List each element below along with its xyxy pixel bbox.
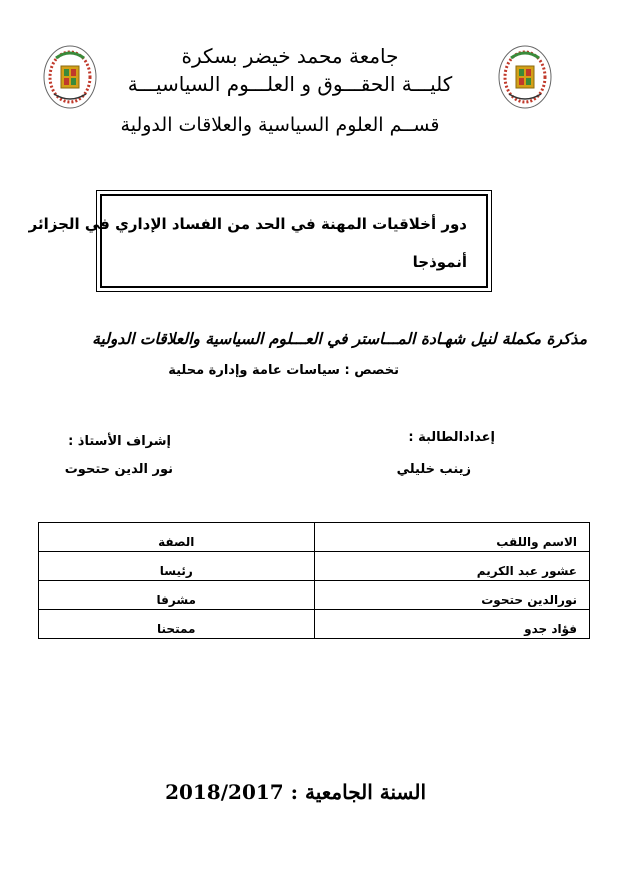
thesis-title-line2: أنموذجا bbox=[412, 253, 467, 271]
table-row bbox=[39, 581, 590, 610]
header-name: الاسم واللقب bbox=[314, 523, 590, 552]
prepared-by-label: إعدادالطالبة : bbox=[408, 430, 495, 445]
jury-role: مشرفا bbox=[39, 581, 315, 610]
university-logo-right bbox=[497, 44, 553, 110]
jury-name: عشور عبد الكريم bbox=[314, 552, 590, 581]
table-row bbox=[39, 552, 590, 581]
table-header-row bbox=[39, 523, 590, 552]
header-role: الصفة bbox=[39, 523, 315, 552]
jury-name: فؤاد جدو bbox=[314, 610, 590, 639]
specialization: تخصص : سياسات عامة وإدارة محلية bbox=[168, 363, 399, 378]
supervisor-name: نور الدين حتحوت bbox=[64, 462, 173, 477]
supervisor-label: إشراف الأستاذ : bbox=[68, 434, 171, 449]
student-name: زينب خليلي bbox=[396, 462, 471, 477]
university-name: جامعة محمد خيضر بسكرة bbox=[181, 44, 399, 68]
thesis-title-box bbox=[28, 190, 492, 292]
department-name: قســم العلوم السياسية والعلاقات الدولية bbox=[120, 114, 440, 136]
jury-role: ممتحنا bbox=[39, 610, 315, 639]
jury-name: نورالدين حتحوت bbox=[314, 581, 590, 610]
academic-year: السنة الجامعية : 2018/2017 bbox=[165, 780, 426, 804]
jury-role: رئيسا bbox=[39, 552, 315, 581]
memo-description: مذكرة مكملة لنيل شهـادة المـــاستر في العـــلوم السياسية والعلاقات الدولية bbox=[92, 330, 587, 348]
thesis-title-line1: دور أخلاقيات المهنة في الحد من الفساد الإداري في الجزائر bbox=[28, 215, 467, 233]
table-row bbox=[39, 610, 590, 639]
university-logo-left bbox=[42, 44, 98, 110]
faculty-name: كليـــة الحقـــوق و العلـــوم السياسيـــة bbox=[127, 72, 453, 96]
jury-table bbox=[38, 522, 590, 639]
